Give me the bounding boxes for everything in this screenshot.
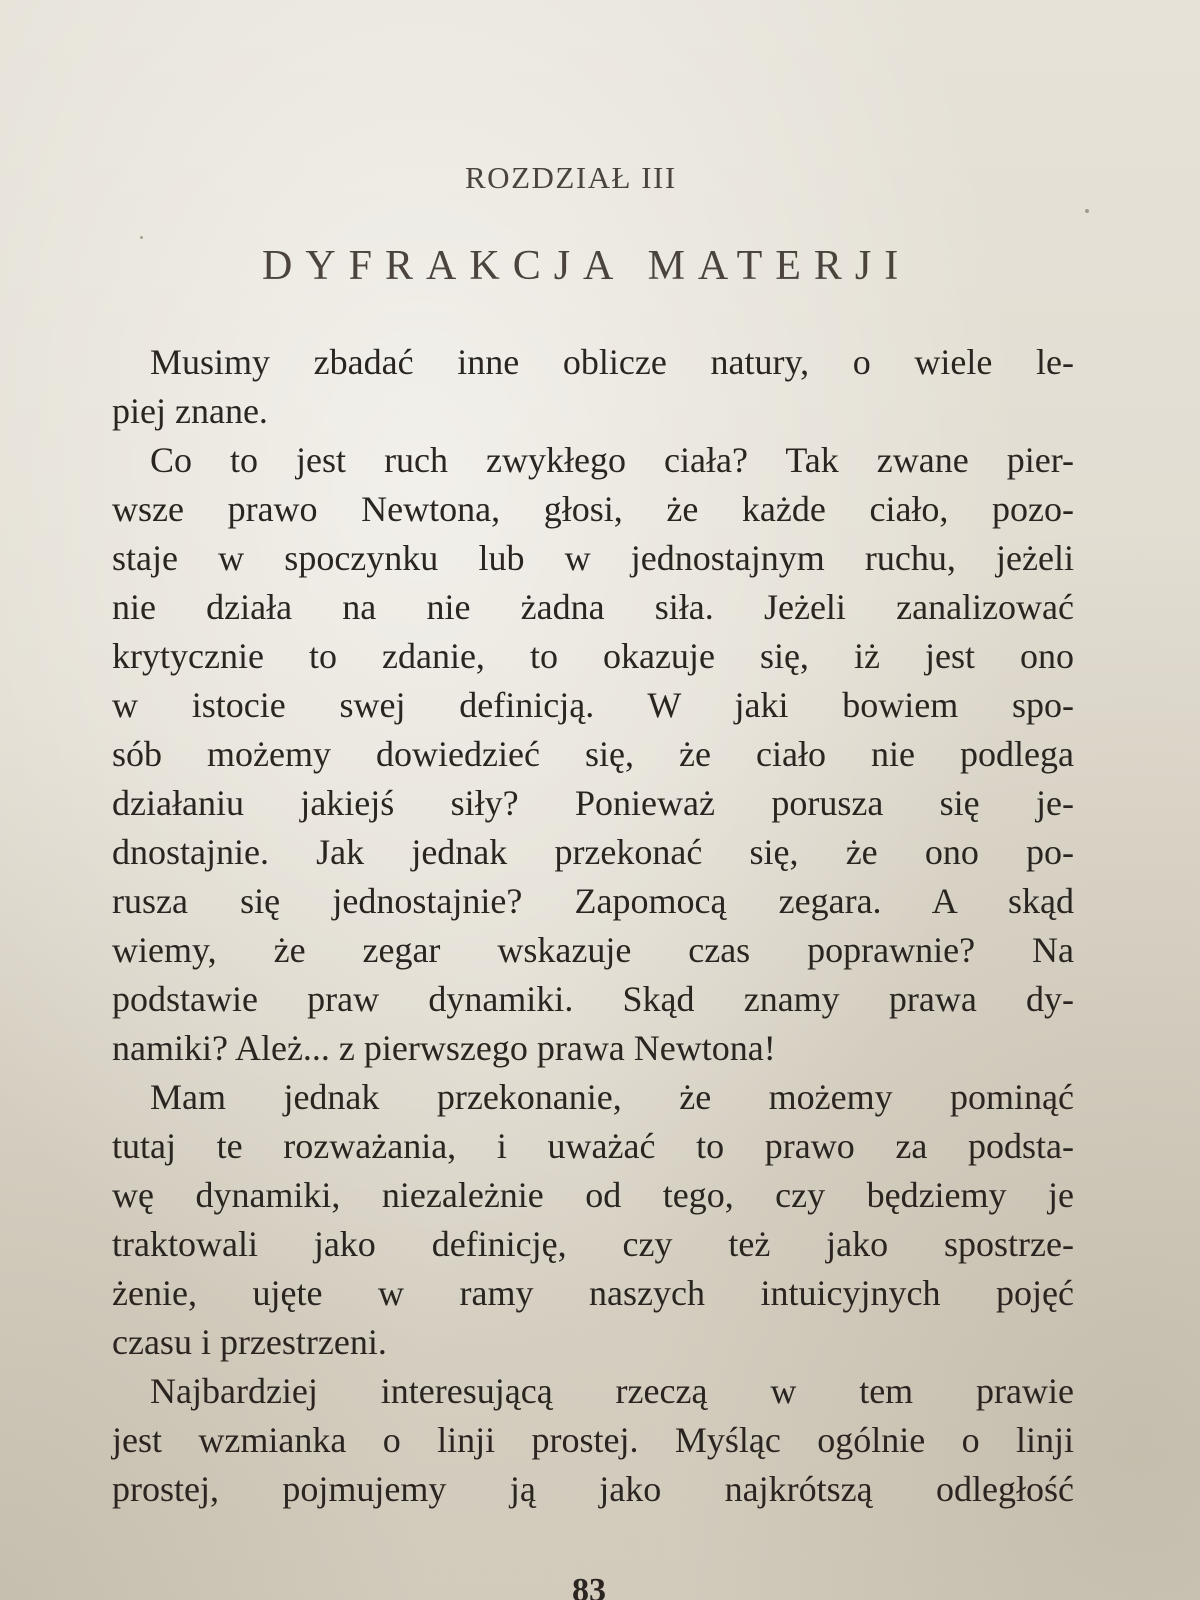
text-line: nie działa na nie żadna siła. Jeżeli zanalizować: [112, 587, 1074, 627]
text-line: podstawie praw dynamiki. Skąd znamy prawa dy-: [112, 979, 1074, 1019]
text-line: prostej, pojmujemy ją jako najkrótszą odległość: [112, 1469, 1074, 1509]
text-line: Najbardziej interesującą rzeczą w tem prawie: [150, 1371, 1074, 1411]
text-line: w istocie swej definicją. W jaki bowiem spo-: [112, 685, 1074, 725]
text-line: sób możemy dowiedzieć się, że ciało nie podlega: [112, 734, 1074, 774]
text-line: Musimy zbadać inne oblicze natury, o wiele le-: [150, 342, 1074, 382]
text-line: tutaj te rozważania, i uważać to prawo za podsta-: [112, 1126, 1074, 1166]
text-line: żenie, ujęte w ramy naszych intuicyjnych pojęć: [112, 1273, 1074, 1313]
body-text: [112, 338, 1074, 1514]
paper-speck: [140, 236, 143, 239]
paper-speck: [1085, 209, 1089, 213]
text-line: namiki? Ależ... z pierwszego prawa Newtona!: [112, 1028, 776, 1068]
text-line: wsze prawo Newtona, głosi, że każde ciało, pozo-: [112, 489, 1074, 529]
text-line: staje w spoczynku lub w jednostajnym ruchu, jeżeli: [112, 538, 1074, 578]
text-line: traktowali jako definicję, czy też jako spostrze-: [112, 1224, 1074, 1264]
page-number: 83: [572, 1572, 606, 1600]
text-line: działaniu jakiejś siły? Ponieważ porusza się je-: [112, 783, 1074, 823]
text-line: piej znane.: [112, 391, 268, 431]
text-line: krytycznie to zdanie, to okazuje się, iż jest ono: [112, 636, 1074, 676]
chapter-label: ROZDZIAŁ III: [465, 160, 677, 195]
text-line: wę dynamiki, niezależnie od tego, czy będziemy je: [112, 1175, 1074, 1215]
text-line: dnostajnie. Jak jednak przekonać się, że ono po-: [112, 832, 1074, 872]
text-line: Co to jest ruch zwykłego ciała? Tak zwane pier-: [150, 440, 1074, 480]
text-line: rusza się jednostajnie? Zapomocą zegara. A skąd: [112, 881, 1074, 921]
text-line: czasu i przestrzeni.: [112, 1322, 387, 1362]
chapter-title: DYFRAKCJA MATERJI: [262, 243, 912, 289]
text-line: jest wzmianka o linji prostej. Myśląc ogólnie o linji: [112, 1420, 1074, 1460]
text-line: wiemy, że zegar wskazuje czas poprawnie? Na: [112, 930, 1074, 970]
text-line: Mam jednak przekonanie, że możemy pominąć: [150, 1077, 1074, 1117]
